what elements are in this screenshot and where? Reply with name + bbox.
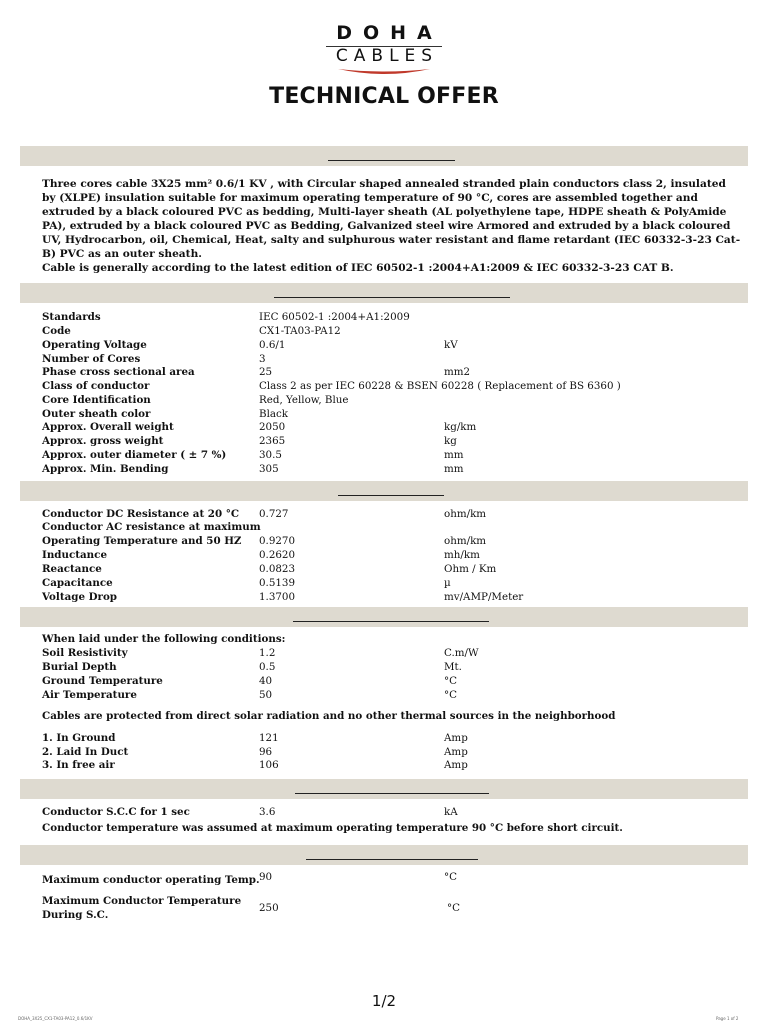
electrical-row	[0, 576, 768, 590]
condition-row	[0, 688, 768, 702]
row-label: When laid under the following conditions:	[42, 633, 286, 645]
construction-row	[0, 448, 768, 462]
condition-row	[0, 660, 768, 674]
row-label: Reactance	[42, 563, 102, 575]
row-label: Maximum conductor operating Temp.	[42, 874, 260, 886]
section-heading-underline	[306, 859, 478, 860]
condition-row	[0, 674, 768, 688]
row-label: Operating Temperature and 50 HZ	[42, 535, 242, 547]
cable-description: Three cores cable 3X25 mm² 0.6/1 KV , with Circular shaped annealed stranded plain conductors class 2, insulated by (XLPE) insulation suitable for maximum operating temperature of 90 °C, cores are assembled together and extruded by a black coloured PVC as bedding, Multi-layer sheath (AL polyethylene tape, HDPE sheath & PolyAmide PA), extruded by a black coloured PVC as Bedding, Galvanized steel wire Armored and extruded by a black coloured UV, Hydrocarbon, oil, Chemical, Heat, salty and sulphurous water resistant and flame retardant (IEC 60332-3-23 Cat-B) PVC as an outer sheath.	[42, 178, 741, 260]
row-label: Capacitance	[42, 577, 113, 589]
row-unit: Amp	[444, 759, 468, 771]
row-label: Approx. gross weight	[42, 435, 164, 447]
row-label: Burial Depth	[42, 661, 117, 673]
section-band-construction	[20, 283, 748, 303]
row-value: 90	[259, 871, 273, 883]
row-label: Voltage Drop	[42, 591, 118, 603]
row-unit: Amp	[444, 746, 468, 758]
row-value: 0.6/1	[259, 339, 286, 351]
row-value: 106	[259, 759, 279, 771]
row-value: 121	[259, 732, 279, 744]
row-value: 250	[259, 902, 279, 914]
section-heading-underline	[338, 495, 444, 496]
row-value: 3.6	[259, 806, 276, 818]
construction-row	[0, 462, 768, 476]
construction-row	[0, 310, 768, 324]
row-unit: mm2	[444, 366, 471, 378]
construction-row	[0, 434, 768, 448]
section-heading-underline	[274, 297, 510, 298]
row-unit: mh/km	[444, 549, 480, 561]
short-circuit-note	[0, 821, 768, 835]
row-label: Approx. Min. Bending	[42, 463, 169, 475]
row-value: 1.3700	[259, 591, 296, 603]
rating-row	[0, 745, 768, 759]
section-band-temperature	[20, 845, 748, 865]
row-label: Conductor DC Resistance at 20 °C	[42, 508, 240, 520]
thermal-note	[0, 709, 768, 723]
row-label: Ground Temperature	[42, 675, 163, 687]
row-value: 50	[259, 689, 273, 701]
electrical-row	[0, 590, 768, 604]
construction-row	[0, 393, 768, 407]
temperature-label-row	[0, 908, 768, 922]
row-label: Conductor AC resistance at maximum	[42, 521, 261, 533]
row-unit: °C	[444, 675, 458, 687]
construction-row	[0, 365, 768, 379]
row-unit: ohm/km	[444, 508, 487, 520]
row-unit: °C	[444, 871, 458, 883]
row-value: 1.2	[259, 647, 276, 659]
row-value: 0.727	[259, 508, 289, 520]
row-label: 2. Laid In Duct	[42, 746, 129, 758]
logo-swoosh-icon	[336, 67, 432, 77]
construction-row	[0, 379, 768, 393]
row-unit: mv/AMP/Meter	[444, 591, 524, 603]
electrical-row	[0, 520, 768, 534]
row-unit: °C	[447, 902, 461, 914]
row-label: Number of Cores	[42, 353, 141, 365]
row-label: Soil Resistivity	[42, 647, 128, 659]
row-unit: mm	[444, 463, 464, 475]
row-unit: Mt.	[444, 661, 462, 673]
row-label: Class of conductor	[42, 380, 150, 392]
doha-cables-logo	[316, 22, 452, 82]
page-number: 1/2	[371, 992, 397, 1010]
construction-row	[0, 338, 768, 352]
short-circuit-row	[0, 805, 768, 819]
construction-row	[0, 420, 768, 434]
row-value: CX1-TA03-PA12	[259, 325, 341, 337]
row-value: 2050	[259, 421, 286, 433]
footer-left: DOHA_3X25_CX1-TA03-PA12_0.6/1KV	[18, 1016, 93, 1021]
row-label: Conductor S.C.C for 1 sec	[42, 806, 190, 818]
electrical-row	[0, 562, 768, 576]
row-label: 3. In free air	[42, 759, 115, 771]
condition-row	[0, 646, 768, 660]
section-heading-underline	[295, 793, 489, 794]
construction-row	[0, 324, 768, 338]
construction-row	[0, 407, 768, 421]
row-value: 0.5	[259, 661, 276, 673]
row-label: Standards	[42, 311, 101, 323]
row-label: During S.C.	[42, 909, 109, 921]
row-label: Approx. outer diameter ( ± 7 %)	[42, 449, 227, 461]
section-heading-underline	[328, 160, 455, 161]
row-unit: kV	[444, 339, 458, 351]
section-band-short-circuit	[20, 779, 748, 799]
row-label: Phase cross sectional area	[42, 366, 195, 378]
temperature-label-row	[0, 873, 768, 887]
section-band-description	[20, 146, 748, 166]
footer-right: Page 1 of 2	[716, 1016, 739, 1021]
row-label: Outer sheath color	[42, 408, 151, 420]
row-label: Air Temperature	[42, 689, 137, 701]
row-unit: C.m/W	[444, 647, 479, 659]
row-unit: Amp	[444, 732, 468, 744]
row-value: 96	[259, 746, 273, 758]
row-value: 0.0823	[259, 563, 296, 575]
row-unit: ohm/km	[444, 535, 487, 547]
row-label: Conductor temperature was assumed at maximum operating temperature 90 °C before short circuit.	[42, 822, 623, 834]
row-label: Maximum Conductor Temperature	[42, 895, 242, 907]
rating-row	[0, 731, 768, 745]
row-unit: mm	[444, 449, 464, 461]
row-value: Red, Yellow, Blue	[259, 394, 349, 406]
row-label: Operating Voltage	[42, 339, 147, 351]
row-value: 305	[259, 463, 279, 475]
rating-row	[0, 758, 768, 772]
row-unit: kA	[444, 806, 458, 818]
conditions-intro	[0, 632, 768, 646]
construction-row	[0, 352, 768, 366]
row-value: 3	[259, 353, 266, 365]
row-value: Black	[259, 408, 289, 420]
row-value: IEC 60502-1 :2004+A1:2009	[259, 311, 410, 323]
section-band-current-rating	[20, 607, 748, 627]
row-value: 25	[259, 366, 273, 378]
electrical-row	[0, 507, 768, 521]
row-value: 40	[259, 675, 273, 687]
standard-note: Cable is generally according to the latest edition of IEC 60502-1 :2004+A1:2009 & IEC 60332-3-23 CAT B.	[42, 262, 674, 274]
row-value: 0.5139	[259, 577, 296, 589]
row-unit: kg/km	[444, 421, 477, 433]
electrical-row	[0, 548, 768, 562]
row-label: Code	[42, 325, 71, 337]
row-label: Approx. Overall weight	[42, 421, 174, 433]
row-value: Class 2 as per IEC 60228 & BSEN 60228 ( Replacement of BS 6360 )	[259, 380, 621, 392]
section-band-electrical	[20, 481, 748, 501]
row-unit: Ohm / Km	[444, 563, 497, 575]
row-label: Cables are protected from direct solar radiation and no other thermal sources in the neighborhood	[42, 710, 616, 722]
logo-line-doha: DOHA	[336, 22, 443, 44]
electrical-row	[0, 534, 768, 548]
row-label: Core Identification	[42, 394, 151, 406]
row-value: 2365	[259, 435, 286, 447]
row-value: 0.2620	[259, 549, 296, 561]
row-label: Inductance	[42, 549, 107, 561]
section-heading-underline	[293, 621, 489, 622]
page-title: TECHNICAL OFFER	[269, 84, 499, 109]
row-value: 30.5	[259, 449, 282, 461]
row-unit: °C	[444, 689, 458, 701]
row-unit: µ	[444, 577, 451, 589]
row-value: 0.9270	[259, 535, 296, 547]
row-unit: kg	[444, 435, 457, 447]
logo-line-cables: CABLES	[335, 46, 439, 66]
row-label: 1. In Ground	[42, 732, 116, 744]
